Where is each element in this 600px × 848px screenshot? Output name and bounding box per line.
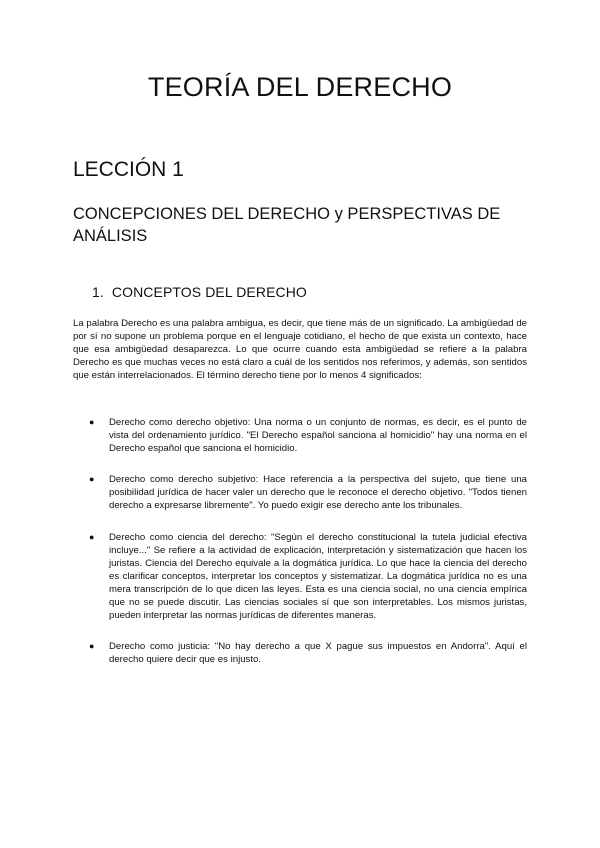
bullet-icon: ●: [89, 474, 95, 485]
list-item-text: Derecho como derecho objetivo: Una norma o un conjunto de normas, es decir, es el punto de vista del ordenamiento jurídico. "El Derecho español sanciona al homicidio" hay una norma en el Derecho español que sanciona el homicidio.: [109, 417, 527, 455]
list-item: [73, 473, 527, 512]
intro-paragraph: La palabra Derecho es una palabra ambigua, es decir, que tiene más de un significado. La ambigüedad de por sí no supone un problema porque en el lenguaje cotidiano, el hecho de que exista un contexto, hace que esa ambigüedad desaparezca. Lo que ocurre cuando esta ambigüedad se refiere a la palabra Derecho es que muchas veces no está claro a cuál de los sentidos nos referimos, y además, son sentidos que están interrelacionados. El término derecho tiene por lo menos 4 significados:: [73, 318, 527, 382]
list-item: [73, 640, 527, 666]
list-item: [73, 531, 527, 623]
list-item-text: Derecho como justicia: "No hay derecho a que X pague sus impuestos en Andorra". Aquí el derecho quiere decir que es injusto.: [109, 641, 527, 666]
section-number: 1.: [92, 284, 104, 300]
bullet-icon: ●: [89, 641, 95, 652]
document-title: TEORÍA DEL DERECHO: [147, 72, 453, 102]
meanings-list: [73, 416, 527, 684]
list-item-text: Derecho como derecho subjetivo: Hace referencia a la perspectiva del sujeto, que tiene una posibilidad jurídica de hacer valer un derecho que le reconoce el derecho objetivo. "Todos tienen derecho a expresarse libremente". Yo puedo exigir ese derecho ante los tribunales.: [109, 474, 527, 512]
bullet-icon: ●: [89, 417, 95, 427]
section-heading: [92, 284, 307, 300]
lesson-heading: LECCIÓN 1: [73, 158, 184, 181]
bullet-icon: ●: [89, 531, 95, 542]
lesson-subtitle: CONCEPCIONES DEL DERECHO y PERSPECTIVAS DE ANÁLISIS: [73, 205, 501, 245]
list-item-text: Derecho como ciencia del derecho: "Según el derecho constitucional la tutela judicial efectiva incluye..." Se refiere a la actividad de explicación, interpretación y sistematización que hacen los juristas. Ciencia del Derecho equivale a la dogmática jurídica. Lo que hace la ciencia del derecho es clarificar conceptos, interpretar los conceptos y sistematizar. La dogmática jurídica no es una mera transcripción de lo que dicen las leyes. Esta es una ciencia social, no una ciencia empírica que no se puede discutir. Las ciencias sociales sí que son interpretables. Los mismos juristas, pueden interpretar las normas jurídicas de diferentes maneras.: [109, 531, 527, 622]
section-title: CONCEPTOS DEL DERECHO: [111, 284, 307, 300]
list-item: [73, 416, 527, 455]
